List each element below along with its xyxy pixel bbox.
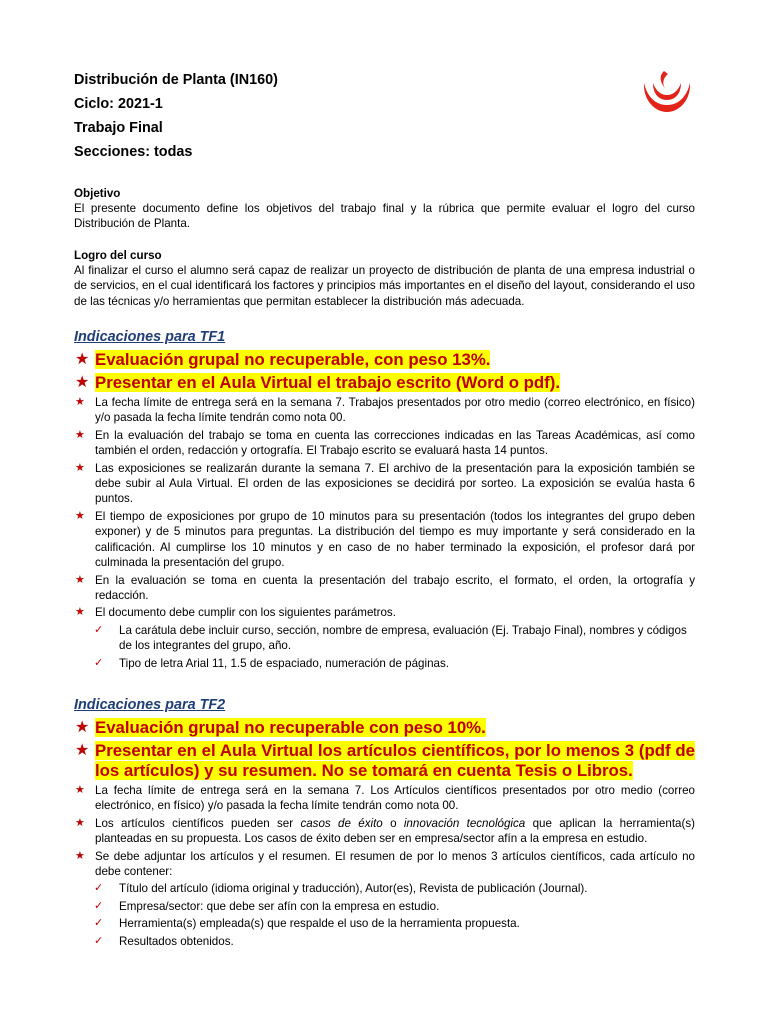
tf2-check-item [74,934,695,949]
tf2-check-item [74,881,695,896]
tf2-bullet-text: Se debe adjuntar los artículos y el resumen. El resumen de por lo menos 3 artículos científicos, cada artículo no debe contener: [95,849,695,878]
tf2-check-text: Título del artículo (idioma original y traducción), Autor(es), Revista de publicación (Journal). [119,882,588,896]
tf2-bullet2-part: Los artículos científicos pueden ser [95,816,301,830]
tf2-check-text: Herramienta(s) empleada(s) que respalde el uso de la herramienta propuesta. [119,917,520,931]
star-icon: ★ [75,374,90,392]
tf1-highlight-item [74,350,695,370]
tf1-title: Indicaciones para TF1 [74,329,226,346]
tf2-check-text: Resultados obtenidos. [119,934,234,948]
objective-text: El presente documento define los objetivos del trabajo final y la rúbrica que permite evaluar el logro del curso Distribución de Planta. [74,202,695,231]
tf2-check-item [74,899,695,914]
tf1-bullet-text: El documento debe cumplir con los siguientes parámetros. [95,606,396,620]
star-icon: ★ [75,461,85,474]
tf1-check-text: La carátula debe incluir curso, sección, nombre de empresa, evaluación (Ej. Trabajo Final), nombres y códigos de los integrantes del grupo, año. [119,623,687,653]
tf2-check-text: Empresa/sector: que debe ser afín con la empresa en estudio. [119,899,440,913]
tf2-bullet2-part: o [382,816,404,830]
star-icon: ★ [75,718,90,736]
tf2-bullet-item [74,816,695,847]
upc-logo [642,68,692,116]
tf1-check-item [74,656,695,671]
star-icon: ★ [75,351,90,369]
work-label: Trabajo Final [74,120,163,136]
star-icon: ★ [75,573,85,586]
check-icon: ✓ [94,656,104,669]
tf2-bullet2-emphasis: innovación tecnológica [403,816,526,830]
tf1-bullet-item [74,605,695,620]
star-icon: ★ [75,816,85,829]
tf1-check-text: Tipo de letra Arial 11, 1.5 de espaciado, numeración de páginas. [119,656,449,670]
tf1-bullet-item [74,395,695,426]
achievement-title: Logro del curso [74,248,162,262]
tf1-bullet-text: En la evaluación del trabajo se toma en cuenta las correcciones indicadas en las Tareas Académicas, así como también el orden, redacción y ortografía. El Trabajo escrito se evaluará hasta 14 puntos. [95,428,695,458]
tf2-bullet2-emphasis: casos de éxito [300,816,383,830]
cycle-label: Ciclo: 2021-1 [74,96,163,112]
tf2-bullet-item [74,849,695,880]
tf1-check-item [74,623,695,654]
tf2-highlight-item [74,741,695,781]
check-icon: ✓ [94,899,104,912]
star-icon: ★ [75,509,85,522]
check-icon: ✓ [94,934,104,947]
check-icon: ✓ [94,917,104,930]
tf1-bullet-text: El tiempo de exposiciones por grupo de 10 minutos para su presentación (todos los integrantes del grupo deben exponer) y de 5 minutos para preguntas. La distribución del tiempo es muy importante y será considerado en la calificación. Al cumplirse los 10 minutos y en caso de no haber terminado la exposición, el profesor dará por culminada la presentación del grupo. [95,509,695,570]
tf1-highlight-item [74,373,695,393]
course-title: Distribución de Planta (IN160) [74,72,278,88]
tf2-title: Indicaciones para TF2 [74,696,226,713]
sections-label: Secciones: todas [74,144,193,160]
achievement-text: Al finalizar el curso el alumno será capaz de realizar un proyecto de distribución de planta de una empresa industrial o de servicios, en el cual identificará los factores y principios más importantes en el diseño del layout, considerando el uso de las técnicas y/o herramientas que permitan establecer la distribución más adecuada. [74,263,695,308]
tf2-bullet-text [95,816,695,847]
tf2-bullet2-part: que aplican la herramienta(s) planteadas en su propuesta. Los casos de éxito deben ser en empresa/sector afín a la empresa en estudio. [95,816,696,846]
tf2-highlight-text: Presentar en el Aula Virtual los artículos científicos, por lo menos 3 (pdf de los artículos) y su resumen. No se tomará en cuenta Tesis o Libros. [95,740,695,780]
star-icon: ★ [75,849,85,862]
check-icon: ✓ [94,882,104,895]
tf1-bullet-text: La fecha límite de entrega será en la semana 7. Trabajos presentados por otro medio (correo electrónico, en físico) y/o pasada la fecha límite tendrán como nota 00. [95,396,695,425]
star-icon: ★ [75,396,85,409]
tf1-highlight-text: Evaluación grupal no recuperable, con peso 13%. [95,350,491,370]
star-icon: ★ [75,428,85,441]
document-header [74,68,695,164]
tf1-bullet-item [74,573,695,604]
tf1-highlight-text: Presentar en el Aula Virtual el trabajo escrito (Word o pdf). [95,373,561,393]
objective-title: Objetivo [74,187,121,200]
tf1-bullet-item [74,509,695,571]
check-icon: ✓ [94,623,104,636]
tf1-bullet-text: Las exposiciones se realizarán durante la semana 7. El archivo de la presentación para la exposición también se debe subir al Aula Virtual. El orden de las exposiciones se decidirá por sorteo. La exposición se evalúa hasta 6 puntos. [95,461,695,506]
tf2-bullet-item [74,783,695,814]
star-icon: ★ [75,606,85,619]
tf2-highlight-text: Evaluación grupal no recuperable con peso 10%. [95,717,486,737]
star-icon: ★ [75,783,85,796]
star-icon: ★ [75,741,90,759]
tf1-bullet-item [74,461,695,507]
tf1-bullet-text: En la evaluación se toma en cuenta la presentación del trabajo escrito, el formato, el orden, la ortografía y redacción. [95,573,695,602]
tf1-bullet-item [74,428,695,459]
tf2-bullet-text: La fecha límite de entrega será en la semana 7. Los Artículos científicos presentados por otro medio (correo electrónico, en físico) y/o pasada la fecha límite tendrán como nota 00. [95,783,695,813]
tf2-highlight-item [74,718,695,738]
tf2-check-item [74,916,695,931]
